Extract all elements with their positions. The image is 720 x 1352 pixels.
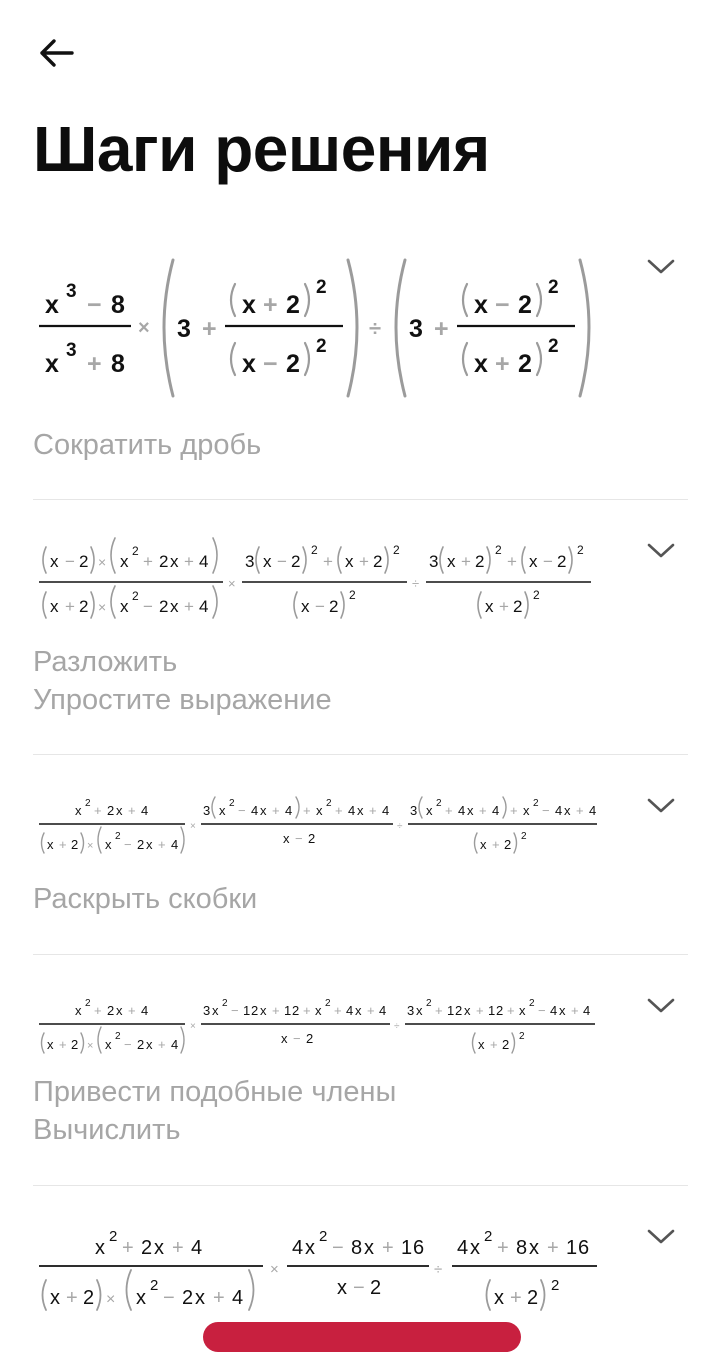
step-4-description-line: Привести подобные члены <box>33 1076 397 1108</box>
svg-text:2: 2 <box>137 837 145 852</box>
svg-text:x: x <box>50 597 59 616</box>
svg-text:2: 2 <box>529 998 535 1009</box>
svg-text:x: x <box>529 1237 539 1259</box>
step-4-expression[interactable] <box>35 987 615 1067</box>
step-4 <box>33 955 688 1186</box>
svg-text:÷: ÷ <box>397 821 403 832</box>
svg-text:−: − <box>332 1237 344 1259</box>
svg-text:+: + <box>507 1003 515 1018</box>
svg-text:2: 2 <box>79 597 89 616</box>
svg-text:2: 2 <box>518 350 532 378</box>
chevron-down-icon[interactable] <box>644 538 678 562</box>
svg-text:2: 2 <box>107 803 115 818</box>
svg-text:4: 4 <box>199 552 209 571</box>
svg-text:2: 2 <box>373 552 383 571</box>
arrow-left-icon <box>38 38 74 68</box>
svg-text:−: − <box>87 291 102 319</box>
svg-text:1: 1 <box>284 1003 292 1018</box>
svg-text:2: 2 <box>182 1287 194 1309</box>
svg-text:2: 2 <box>370 1277 382 1299</box>
svg-text:3: 3 <box>66 281 77 302</box>
svg-text:2: 2 <box>251 1003 259 1018</box>
svg-text:x: x <box>75 1003 82 1018</box>
svg-text:1: 1 <box>447 1003 455 1018</box>
step-2 <box>33 500 688 755</box>
svg-text:2: 2 <box>557 552 567 571</box>
svg-text:2: 2 <box>455 1003 463 1018</box>
svg-text:3: 3 <box>177 315 191 343</box>
svg-text:x: x <box>426 803 433 818</box>
svg-text:x: x <box>283 831 290 846</box>
svg-text:3: 3 <box>429 552 439 571</box>
step-2-description-line: Разложить <box>33 646 178 678</box>
svg-text:−: − <box>231 1003 239 1018</box>
svg-text:−: − <box>293 1031 301 1046</box>
svg-text:2: 2 <box>325 998 331 1009</box>
svg-text:x: x <box>47 837 54 852</box>
svg-text:−: − <box>295 831 303 846</box>
svg-text:+: + <box>334 1003 342 1018</box>
svg-text:+: + <box>172 1237 184 1259</box>
svg-text:4: 4 <box>141 1003 149 1018</box>
svg-text:+: + <box>497 1237 509 1259</box>
step-2-description <box>33 643 332 719</box>
svg-text:2: 2 <box>496 1003 504 1018</box>
svg-text:2: 2 <box>311 543 318 557</box>
svg-text:−: − <box>65 552 75 571</box>
svg-text:x: x <box>212 1003 219 1018</box>
svg-text:+: + <box>461 552 471 571</box>
svg-text:x: x <box>242 350 256 378</box>
svg-text:x: x <box>136 1287 146 1309</box>
svg-text:+: + <box>87 350 102 378</box>
svg-text:1: 1 <box>401 1237 413 1259</box>
svg-text:1: 1 <box>488 1003 496 1018</box>
svg-text:2: 2 <box>533 798 539 809</box>
svg-text:−: − <box>124 1037 132 1052</box>
svg-text:+: + <box>65 597 75 616</box>
svg-text:×: × <box>138 317 150 339</box>
svg-text:x: x <box>494 1287 504 1309</box>
svg-text:+: + <box>59 837 67 852</box>
svg-text:2: 2 <box>326 798 332 809</box>
svg-text:x: x <box>116 1003 123 1018</box>
svg-text:+: + <box>335 803 343 818</box>
svg-text:2: 2 <box>71 837 79 852</box>
svg-text:×: × <box>106 1291 116 1308</box>
svg-text:6: 6 <box>413 1237 425 1259</box>
svg-text:2: 2 <box>475 552 485 571</box>
svg-text:+: + <box>143 552 153 571</box>
svg-text:x: x <box>120 552 129 571</box>
svg-text:x: x <box>281 1031 288 1046</box>
svg-text:2: 2 <box>504 837 512 852</box>
svg-text:x: x <box>355 1003 362 1018</box>
svg-text:2: 2 <box>159 597 169 616</box>
svg-text:x: x <box>170 597 179 616</box>
svg-text:x: x <box>478 1037 485 1052</box>
svg-text:+: + <box>547 1237 559 1259</box>
svg-text:x: x <box>260 1003 267 1018</box>
svg-text:×: × <box>87 1040 94 1052</box>
svg-text:+: + <box>367 1003 375 1018</box>
svg-text:2: 2 <box>527 1287 539 1309</box>
svg-text:x: x <box>345 552 354 571</box>
svg-text:−: − <box>238 803 246 818</box>
step-5-expression[interactable] <box>35 1228 615 1328</box>
step-3-description-line: Раскрыть скобки <box>33 883 258 915</box>
svg-text:+: + <box>479 803 487 818</box>
back-button[interactable] <box>30 30 82 76</box>
svg-text:4: 4 <box>589 803 597 818</box>
svg-text:+: + <box>158 1037 166 1052</box>
svg-text:2: 2 <box>159 552 169 571</box>
svg-text:2: 2 <box>107 1003 115 1018</box>
svg-text:÷: ÷ <box>394 1021 400 1032</box>
step-3-description <box>33 880 257 918</box>
svg-text:3: 3 <box>407 1003 415 1018</box>
chevron-down-icon[interactable] <box>644 993 678 1017</box>
svg-text:+: + <box>435 1003 443 1018</box>
svg-text:2: 2 <box>85 798 91 809</box>
svg-text:x: x <box>474 291 488 319</box>
svg-text:−: − <box>277 552 287 571</box>
svg-text:x: x <box>564 803 571 818</box>
svg-text:−: − <box>543 552 553 571</box>
svg-text:+: + <box>507 552 517 571</box>
svg-text:2: 2 <box>548 277 559 298</box>
svg-text:+: + <box>571 1003 579 1018</box>
step-1-expression[interactable] <box>35 252 615 402</box>
svg-text:x: x <box>263 552 272 571</box>
svg-text:x: x <box>519 1003 526 1018</box>
svg-text:2: 2 <box>150 1277 159 1294</box>
page-title: Шаги решения <box>33 113 490 185</box>
svg-text:4: 4 <box>171 837 179 852</box>
svg-text:2: 2 <box>316 277 327 298</box>
svg-text:4: 4 <box>141 803 149 818</box>
chevron-down-icon[interactable] <box>644 1224 678 1248</box>
svg-text:x: x <box>529 552 538 571</box>
svg-text:2: 2 <box>329 597 339 616</box>
svg-text:3: 3 <box>203 803 211 818</box>
svg-text:×: × <box>87 840 94 852</box>
svg-text:−: − <box>143 597 153 616</box>
svg-text:2: 2 <box>319 1228 328 1245</box>
svg-text:3: 3 <box>410 803 418 818</box>
step-1 <box>33 240 688 500</box>
svg-text:x: x <box>485 597 494 616</box>
svg-text:2: 2 <box>436 798 442 809</box>
svg-text:+: + <box>445 803 453 818</box>
svg-text:2: 2 <box>141 1237 153 1259</box>
chevron-down-icon[interactable] <box>644 793 678 817</box>
svg-text:x: x <box>470 1237 480 1259</box>
svg-text:x: x <box>146 1037 153 1052</box>
svg-text:×: × <box>98 599 107 615</box>
svg-text:x: x <box>219 803 226 818</box>
svg-text:+: + <box>94 1003 102 1018</box>
svg-text:4: 4 <box>348 803 356 818</box>
svg-text:x: x <box>480 837 487 852</box>
svg-text:2: 2 <box>109 1228 118 1245</box>
svg-text:2: 2 <box>115 831 121 842</box>
svg-text:−: − <box>263 350 278 378</box>
svg-text:2: 2 <box>393 543 400 557</box>
svg-text:x: x <box>260 803 267 818</box>
svg-text:x: x <box>120 597 129 616</box>
svg-text:x: x <box>559 1003 566 1018</box>
svg-text:2: 2 <box>85 998 91 1009</box>
svg-text:2: 2 <box>349 588 356 602</box>
step-1-description <box>33 426 261 464</box>
svg-text:3: 3 <box>409 315 423 343</box>
svg-text:x: x <box>364 1237 374 1259</box>
svg-text:−: − <box>538 1003 546 1018</box>
svg-text:1: 1 <box>243 1003 251 1018</box>
svg-text:4: 4 <box>199 597 209 616</box>
svg-text:x: x <box>146 837 153 852</box>
svg-text:÷: ÷ <box>412 576 420 591</box>
svg-text:x: x <box>357 803 364 818</box>
svg-text:x: x <box>95 1237 105 1259</box>
svg-text:2: 2 <box>71 1037 79 1052</box>
svg-text:+: + <box>158 837 166 852</box>
svg-text:x: x <box>474 350 488 378</box>
svg-text:x: x <box>50 1287 60 1309</box>
step-3-expression[interactable] <box>35 787 615 867</box>
svg-text:2: 2 <box>291 552 301 571</box>
svg-text:+: + <box>213 1287 225 1309</box>
svg-text:+: + <box>272 803 280 818</box>
svg-text:x: x <box>242 291 256 319</box>
svg-text:÷: ÷ <box>369 316 382 341</box>
svg-text:2: 2 <box>533 588 540 602</box>
svg-text:+: + <box>263 291 278 319</box>
svg-text:2: 2 <box>229 798 235 809</box>
svg-text:2: 2 <box>286 291 300 319</box>
svg-text:2: 2 <box>521 831 527 842</box>
svg-text:+: + <box>495 350 510 378</box>
svg-text:x: x <box>105 837 112 852</box>
svg-text:2: 2 <box>83 1287 95 1309</box>
svg-text:−: − <box>353 1277 365 1299</box>
svg-text:2: 2 <box>502 1037 510 1052</box>
svg-text:−: − <box>542 803 550 818</box>
svg-text:x: x <box>447 552 456 571</box>
svg-text:x: x <box>45 350 59 378</box>
svg-text:×: × <box>190 1021 196 1032</box>
svg-text:4: 4 <box>379 1003 387 1018</box>
svg-text:2: 2 <box>551 1277 560 1294</box>
svg-text:3: 3 <box>66 340 77 361</box>
svg-text:+: + <box>359 552 369 571</box>
svg-text:+: + <box>576 803 584 818</box>
svg-text:x: x <box>305 1237 315 1259</box>
svg-text:x: x <box>75 803 82 818</box>
svg-text:+: + <box>303 803 311 818</box>
svg-text:+: + <box>122 1237 134 1259</box>
svg-text:2: 2 <box>513 597 523 616</box>
svg-text:−: − <box>315 597 325 616</box>
svg-text:2: 2 <box>292 1003 300 1018</box>
svg-text:+: + <box>272 1003 280 1018</box>
svg-text:×: × <box>98 554 107 570</box>
svg-text:+: + <box>128 803 136 818</box>
svg-text:x: x <box>195 1287 205 1309</box>
svg-text:x: x <box>45 291 59 319</box>
svg-text:6: 6 <box>578 1237 590 1259</box>
svg-text:2: 2 <box>548 336 559 357</box>
svg-text:8: 8 <box>111 350 125 378</box>
svg-text:+: + <box>476 1003 484 1018</box>
svg-text:4: 4 <box>492 803 500 818</box>
svg-text:8: 8 <box>351 1237 363 1259</box>
step-1-description-line: Сократить дробь <box>33 429 262 461</box>
svg-text:x: x <box>116 803 123 818</box>
svg-text:4: 4 <box>457 1237 469 1259</box>
svg-text:3: 3 <box>203 1003 211 1018</box>
svg-text:x: x <box>464 1003 471 1018</box>
svg-text:+: + <box>184 552 194 571</box>
svg-text:x: x <box>337 1277 347 1299</box>
svg-text:4: 4 <box>550 1003 558 1018</box>
svg-text:4: 4 <box>285 803 293 818</box>
svg-text:+: + <box>184 597 194 616</box>
svg-text:2: 2 <box>132 589 139 603</box>
svg-text:+: + <box>94 803 102 818</box>
svg-text:÷: ÷ <box>434 1261 443 1278</box>
svg-text:4: 4 <box>191 1237 203 1259</box>
svg-text:1: 1 <box>566 1237 578 1259</box>
svg-text:+: + <box>128 1003 136 1018</box>
svg-text:x: x <box>315 1003 322 1018</box>
svg-text:−: − <box>163 1287 175 1309</box>
svg-text:4: 4 <box>555 803 563 818</box>
svg-text:+: + <box>510 803 518 818</box>
svg-text:4: 4 <box>251 803 259 818</box>
svg-text:x: x <box>301 597 310 616</box>
step-4-description-line: Вычислить <box>33 1114 181 1146</box>
svg-text:+: + <box>323 552 333 571</box>
svg-text:4: 4 <box>583 1003 591 1018</box>
svg-text:2: 2 <box>518 291 532 319</box>
svg-text:x: x <box>316 803 323 818</box>
svg-text:+: + <box>202 315 217 343</box>
step-2-description-line: Упростите выражение <box>33 684 332 716</box>
svg-text:4: 4 <box>382 803 390 818</box>
svg-text:4: 4 <box>292 1237 304 1259</box>
svg-text:×: × <box>190 821 196 832</box>
svg-text:+: + <box>434 315 449 343</box>
svg-text:2: 2 <box>484 1228 493 1245</box>
svg-text:−: − <box>124 837 132 852</box>
svg-text:+: + <box>59 1037 67 1052</box>
svg-text:2: 2 <box>426 998 432 1009</box>
svg-text:2: 2 <box>286 350 300 378</box>
svg-text:x: x <box>47 1037 54 1052</box>
svg-text:×: × <box>228 576 236 591</box>
svg-text:4: 4 <box>458 803 466 818</box>
svg-text:4: 4 <box>171 1037 179 1052</box>
svg-text:x: x <box>105 1037 112 1052</box>
svg-text:x: x <box>154 1237 164 1259</box>
svg-text:4: 4 <box>232 1287 244 1309</box>
svg-text:x: x <box>170 552 179 571</box>
chevron-down-icon[interactable] <box>644 254 678 278</box>
bottom-action-button[interactable] <box>203 1322 521 1352</box>
svg-text:2: 2 <box>519 1031 525 1042</box>
svg-text:2: 2 <box>308 831 316 846</box>
svg-text:+: + <box>303 1003 311 1018</box>
svg-text:x: x <box>416 1003 423 1018</box>
svg-text:×: × <box>270 1261 279 1278</box>
svg-text:x: x <box>50 552 59 571</box>
svg-text:x: x <box>467 803 474 818</box>
svg-text:+: + <box>382 1237 394 1259</box>
svg-text:+: + <box>66 1287 78 1309</box>
step-2-expression[interactable] <box>35 530 615 630</box>
svg-text:2: 2 <box>222 998 228 1009</box>
svg-text:+: + <box>369 803 377 818</box>
svg-text:x: x <box>523 803 530 818</box>
svg-text:2: 2 <box>495 543 502 557</box>
step-3 <box>33 755 688 955</box>
svg-text:+: + <box>490 1037 498 1052</box>
svg-text:+: + <box>492 837 500 852</box>
svg-text:8: 8 <box>516 1237 528 1259</box>
svg-text:2: 2 <box>132 544 139 558</box>
svg-text:4: 4 <box>346 1003 354 1018</box>
svg-text:2: 2 <box>316 336 327 357</box>
svg-text:3: 3 <box>245 552 255 571</box>
step-5 <box>33 1186 688 1329</box>
step-4-description <box>33 1073 396 1149</box>
svg-text:8: 8 <box>111 291 125 319</box>
svg-text:+: + <box>510 1287 522 1309</box>
svg-text:+: + <box>499 597 509 616</box>
svg-text:−: − <box>495 291 510 319</box>
svg-text:2: 2 <box>79 552 89 571</box>
svg-text:2: 2 <box>137 1037 145 1052</box>
svg-text:2: 2 <box>115 1031 121 1042</box>
svg-text:2: 2 <box>577 543 584 557</box>
svg-text:2: 2 <box>306 1031 314 1046</box>
